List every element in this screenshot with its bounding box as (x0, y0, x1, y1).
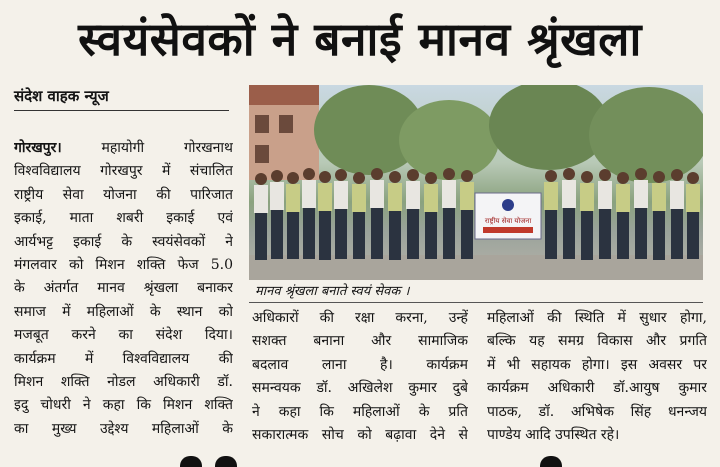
article-line: मंगलवार को मिशन शक्ति फेज 5.0 (14, 256, 233, 273)
article-line: ने कहा कि महिलाओं के प्रति (252, 403, 468, 420)
news-photo (249, 85, 703, 280)
article-line: कार्यक्रम अधिकारी डॉ.आयुष कुमार (487, 380, 707, 397)
article-column-2 (252, 307, 468, 447)
article-line: बदलाव लाना है। कार्यक्रम (252, 356, 468, 373)
article-line: राष्ट्रीय सेवा योजना की पारिजात (14, 186, 233, 203)
article-line: विश्वविद्यालय गोरखपुर में संचालित (14, 163, 233, 180)
article-line: इकाई, माता शबरी इकाई एवं (14, 210, 233, 227)
article-line: पाठक, डॉ. अभिषेक सिंह धनन्जय (487, 403, 707, 420)
next-headline-fragment (0, 452, 720, 467)
ground (249, 255, 703, 280)
banner-text: राष्ट्रीय सेवा योजना (484, 217, 532, 225)
article-line: का मुख्य उद्देश्य महिलाओं के (14, 420, 233, 437)
article-column-1 (14, 137, 233, 441)
article-line: कार्यक्रम में विश्वविद्यालय की (14, 350, 233, 367)
article-line: अधिकारों की रक्षा करना, उन्हें (252, 310, 468, 326)
article-line: समाज में महिलाओं के स्थान को (14, 303, 233, 320)
article-line: बल्कि यह समग्र विकास और प्रगति (487, 333, 707, 350)
article-line: महिलाओं की स्थिति में सुधार होगा, (487, 310, 707, 326)
article-line: के अंतर्गत मानव श्रृंखला बनाकर (14, 280, 233, 297)
article-line: इदु चोधरी ने कहा कि मिशन शक्ति (14, 397, 233, 414)
article-line: आर्यभट्ट इकाई के स्वयंसेवकों ने (14, 233, 233, 250)
dateline: गोरखपुर। (14, 140, 62, 156)
article-line: पाण्डेय आदि उपस्थित रहे। (487, 426, 620, 443)
article-line: समन्वयक डॉ. अखिलेश कुमार दुबे (252, 380, 468, 397)
human-chain-photo (249, 85, 703, 280)
article-line: सकारात्मक सोच को बढ़ावा देने से (252, 426, 468, 443)
article-line: सशक्त बनाना और सामाजिक (252, 333, 468, 350)
article-line-text: महायोगी गोरखनाथ (101, 140, 233, 156)
article-line (14, 137, 233, 160)
photo-caption: मानव श्रृंखला बनाते स्वयं सेवक । (249, 281, 703, 303)
article-column-3 (487, 307, 707, 447)
article-line: मजबूत करने का संदेश दिया। (14, 327, 233, 344)
article-line: मिशन शक्ति नोडल अधिकारी डॉ. (14, 373, 233, 390)
byline: संदेश वाहक न्यूज (14, 86, 229, 111)
nss-banner (475, 193, 541, 239)
headline: स्वयंसेवकों ने बनाई मानव श्रृंखला (78, 12, 642, 66)
article-line: में भी सहायक होगा। इस अवसर पर (487, 356, 707, 373)
